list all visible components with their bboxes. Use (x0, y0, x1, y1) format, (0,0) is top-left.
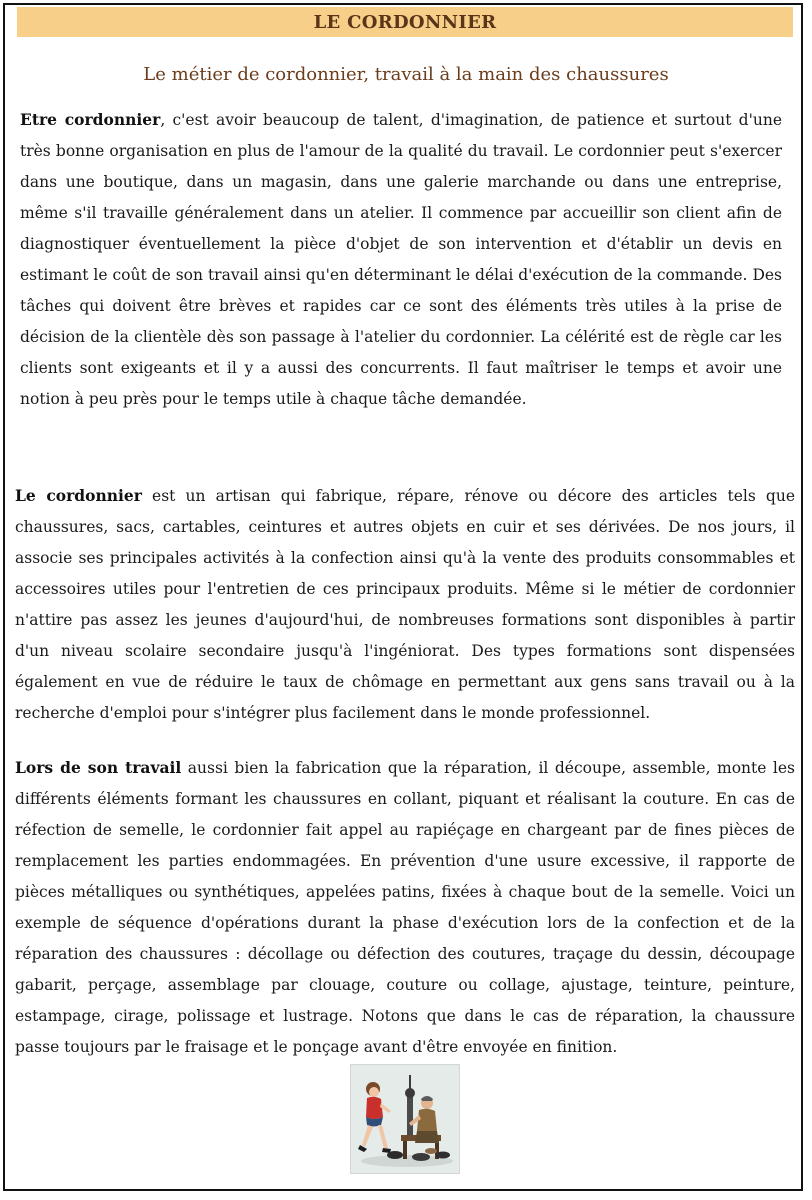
paragraph-3-text: aussi bien la fabrication que la réparation, il découpe, assemble, monte les différents éléments formant les chaussures en collant, piquant et réalisant la couture. En cas de réfection de semelle, le cordonnier fait appel au rapiéçage en chargeant par de fines pièces de remplacement les parties endommagées. En prévention d'une usure excessive, il rapporte de pièces métalliques ou synthétiques, appelées patins, fixées à chaque bout de la semelle. Voici un exemple de séquence d'opérations durant la phase d'exécution lors de la confection et de la réparation des chaussures : décollage ou défection des coutures, traçage du dessin, découpage gabarit, perçage, assemblage par clouage, couture ou collage, ajustage, teinture, peinture, estampage, cirage, polissage et lustrage. Notons que dans le cas de réparation, la chaussure passe toujours par le fraisage et le ponçage avant d'être envoyée en finition. (15, 759, 796, 1056)
paragraph-1-lead: Etre cordonnier (20, 110, 161, 129)
title-banner (17, 7, 793, 37)
paragraph-3 (15, 752, 795, 1063)
paragraph-2-text: est un artisan qui fabrique, répare, rénove ou décore des articles tels que chaussures, sacs, cartables, ceintures et autres objets en cuir et ses dérivées. De nos jours, il associe ses principales activités à la confection ainsi qu'à la vente des produits consommables et accessoires utiles pour l'entretien de ces principaux produits. Même si le métier de cordonnier n'attire pas assez les jeunes d'aujourd'hui, de nombreuses formations sont disponibles à partir d'un niveau scolaire secondaire jusqu'à l'ingéniorat. Des types formations sont dispensées également en vue de réduire le taux de chômage en permettant aux gens sans travail ou à la recherche d'emploi pour s'intégrer plus facilement dans le monde professionnel. (15, 487, 795, 722)
page-title: LE CORDONNIER (313, 11, 497, 33)
paragraph-1 (20, 104, 782, 415)
paragraph-3-lead: Lors de son travail (15, 758, 182, 777)
cobbler-illustration (350, 1064, 460, 1174)
page-subtitle: Le métier de cordonnier, travail à la main des chaussures (143, 64, 669, 85)
paragraph-2-lead: Le cordonnier (15, 486, 142, 505)
cobbler-illustration-svg (351, 1065, 459, 1173)
paragraph-1-text: , c'est avoir beaucoup de talent, d'imagination, de patience et surtout d'une très bonne organisation en plus de l'amour de la qualité du travail. Le cordonnier peut s'exercer dans une boutique, dans un magasin, dans une galerie marchande ou dans une entreprise, même s'il travaille généralement dans un atelier. Il commence par accueillir son client afin de diagnostiquer éventuellement la pièce d'objet de son intervention et d'établir un devis en estimant le coût de son travail ainsi qu'en déterminant le délai d'exécution de la commande. Des tâches qui doivent être brèves et rapides car ce sont des éléments très utiles à la prise de décision de la clientèle dès son passage à l'atelier du cordonnier. La célérité est de règle car les clients sont exigeants et il y a aussi des concurrents. Il faut maîtriser le temps et avoir une notion à peu près pour le temps utile à chaque tâche demandée. (20, 111, 782, 408)
paragraph-2 (15, 480, 795, 729)
